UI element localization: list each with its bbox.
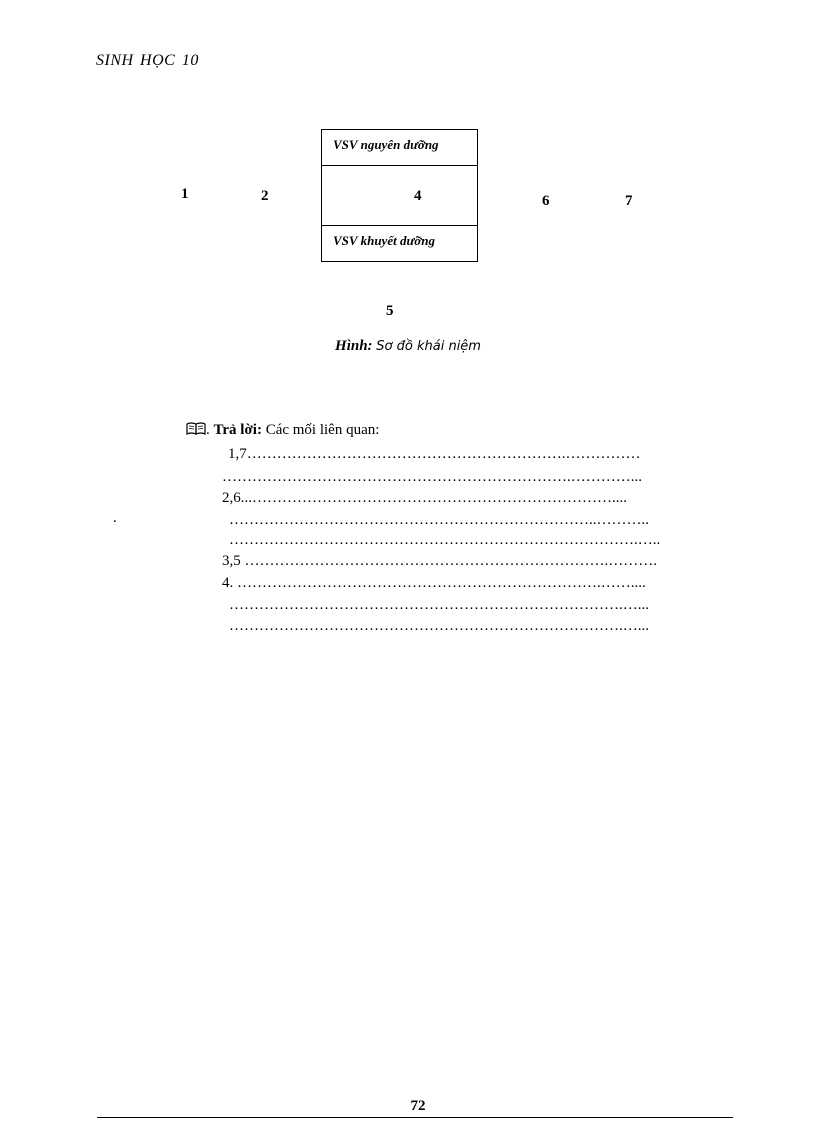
diagram-box-prototroph: VSV nguyên dưỡng — [321, 129, 478, 166]
answer-line-6: 3,5 ……………………………………………………………….………. — [222, 553, 657, 569]
header-title: SINH HỌC 10 — [96, 52, 199, 69]
diagram-box-connector — [321, 165, 478, 226]
answer-line-1: 1,7……………………………………………………….…………… — [228, 446, 641, 462]
answer-line-9: …………………………………………………………………….…... — [229, 618, 649, 634]
diagram-label-7: 7 — [625, 193, 633, 209]
diagram-label-2: 2 — [261, 188, 269, 204]
answer-heading: . Trả lời: Các mối liên quan: — [186, 422, 379, 439]
open-book-icon — [186, 422, 206, 436]
answer-line-2: …………………………………………………………….…………... — [222, 469, 642, 485]
caption-text: Sơ đồ khái niệm — [376, 339, 481, 354]
answer-line-8: …………………………………………………………………….…... — [229, 597, 649, 613]
page-number: 72 — [410, 1098, 426, 1114]
stray-mark: . — [113, 510, 117, 526]
answer-line-3: 2,6...……………………………………………………………….... — [222, 490, 627, 506]
answer-label: Trả lời: — [213, 422, 262, 438]
diagram-box-auxotroph: VSV khuyết dưỡng — [321, 225, 478, 262]
diagram-label-6: 6 — [542, 193, 550, 209]
diagram-label-5: 5 — [386, 303, 394, 319]
footer-rule — [97, 1117, 733, 1118]
answer-line-5: ……………………………………………………………………….….. — [229, 532, 661, 548]
answer-line-4: ………………………………………………………………..……….. — [229, 512, 649, 528]
answer-intro: Các mối liên quan: — [265, 422, 380, 438]
answer-line-7: 4. ……………………………………………………………….…….... — [222, 575, 646, 591]
caption-label: Hình: — [335, 338, 373, 354]
figure-caption — [0, 338, 816, 355]
diagram-label-4: 4 — [414, 188, 422, 204]
diagram-label-1: 1 — [181, 186, 189, 202]
